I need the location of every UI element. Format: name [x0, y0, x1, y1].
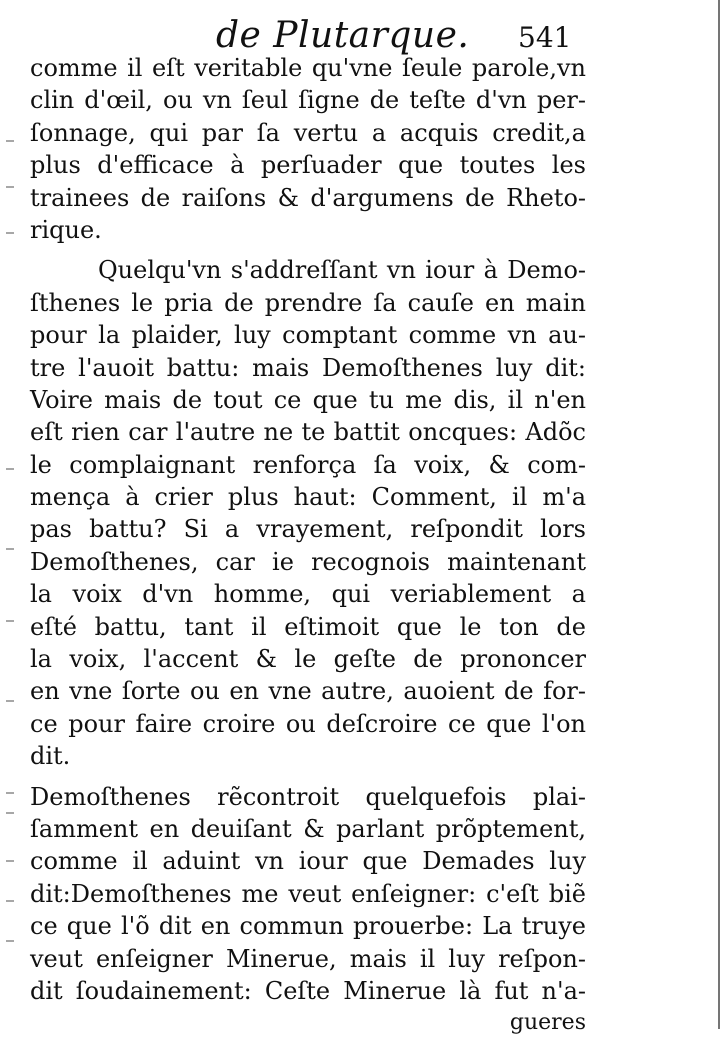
text-line: trainees de raiſons & d'argumens de Rheto- — [30, 183, 586, 212]
text-line: veut enſeigner Minerue, mais il luy reſpon- — [30, 944, 586, 973]
text-line: en vne ſorte ou en vne autre, auoient de for- — [30, 677, 586, 706]
paragraph-1 — [30, 52, 586, 246]
text-line: la voix d'vn homme, qui veriablement a — [30, 580, 586, 609]
text-line: dit ſoudainement: Ceſte Minerue là fut n'a- — [30, 976, 586, 1005]
left-margin-bleed — [0, 0, 24, 1029]
text-line: ſthenes le pria de prendre ſa cauſe en main — [30, 288, 586, 317]
text-line: Voire mais de tout ce que tu me dis, il n'en — [30, 385, 586, 414]
text-line: tre l'auoit battu: mais Demoſthenes luy dit: — [30, 353, 586, 382]
text-line: Demoſthenes, car ie recognois maintenant — [30, 547, 586, 576]
text-line: le complaignant renforça ſa voix, & com- — [30, 450, 586, 479]
body-text — [30, 52, 586, 1040]
running-title: de Plutarque. — [216, 15, 470, 56]
catchword: gueres — [509, 1010, 586, 1036]
page-number: 541 — [518, 21, 572, 54]
paragraph-2 — [30, 254, 586, 772]
paragraph-gap — [30, 246, 586, 254]
text-line: Quelqu'vn s'addreſſant vn iour à Demo- — [98, 256, 586, 285]
text-line: dit:Demoſthenes me veut enſeigner: c'eſt biẽ — [30, 879, 586, 908]
text-line: clin d'œil, ou vn ſeul ſigne de teſte d'vn per- — [30, 86, 586, 115]
page-edge-shadow — [718, 0, 720, 1029]
text-line: eſté battu, tant il eſtimoit que le ton de — [30, 612, 586, 641]
text-line: ſamment en deuiſant & parlant prõptement, — [30, 814, 586, 843]
text-line: pas battu? Si a vrayement, reſpondit lors — [30, 515, 586, 544]
text-line: comme il eſt veritable qu'vne ſeule parole,vn — [30, 54, 586, 82]
text-line: ce pour faire croire ou deſcroire ce que l'on — [30, 709, 586, 738]
paragraph-gap — [30, 773, 586, 781]
text-line: dit. — [30, 742, 71, 771]
text-line: rique. — [30, 215, 102, 244]
text-line: comme il aduint vn iour que Demades luy — [30, 847, 586, 876]
text-line: eſt rien car l'autre ne te battit oncques: Adõc — [30, 418, 586, 447]
text-line: ſonnage, qui par ſa vertu a acquis credit,a — [30, 118, 586, 147]
text-line: pour la plaider, luy comptant comme vn au- — [30, 321, 586, 350]
text-line: Demoſthenes rẽcontroit quelquefois plai- — [30, 782, 586, 811]
text-line: ce que l'õ dit en commun prouerbe: La truye — [30, 912, 586, 941]
text-line: mença à crier plus haut: Comment, il m'a — [30, 483, 586, 512]
paragraph-3 — [30, 781, 586, 1008]
text-line: plus d'efficace à perſuader que toutes les — [30, 151, 586, 180]
text-line: la voix, l'accent & le geſte de prononcer — [30, 645, 586, 674]
